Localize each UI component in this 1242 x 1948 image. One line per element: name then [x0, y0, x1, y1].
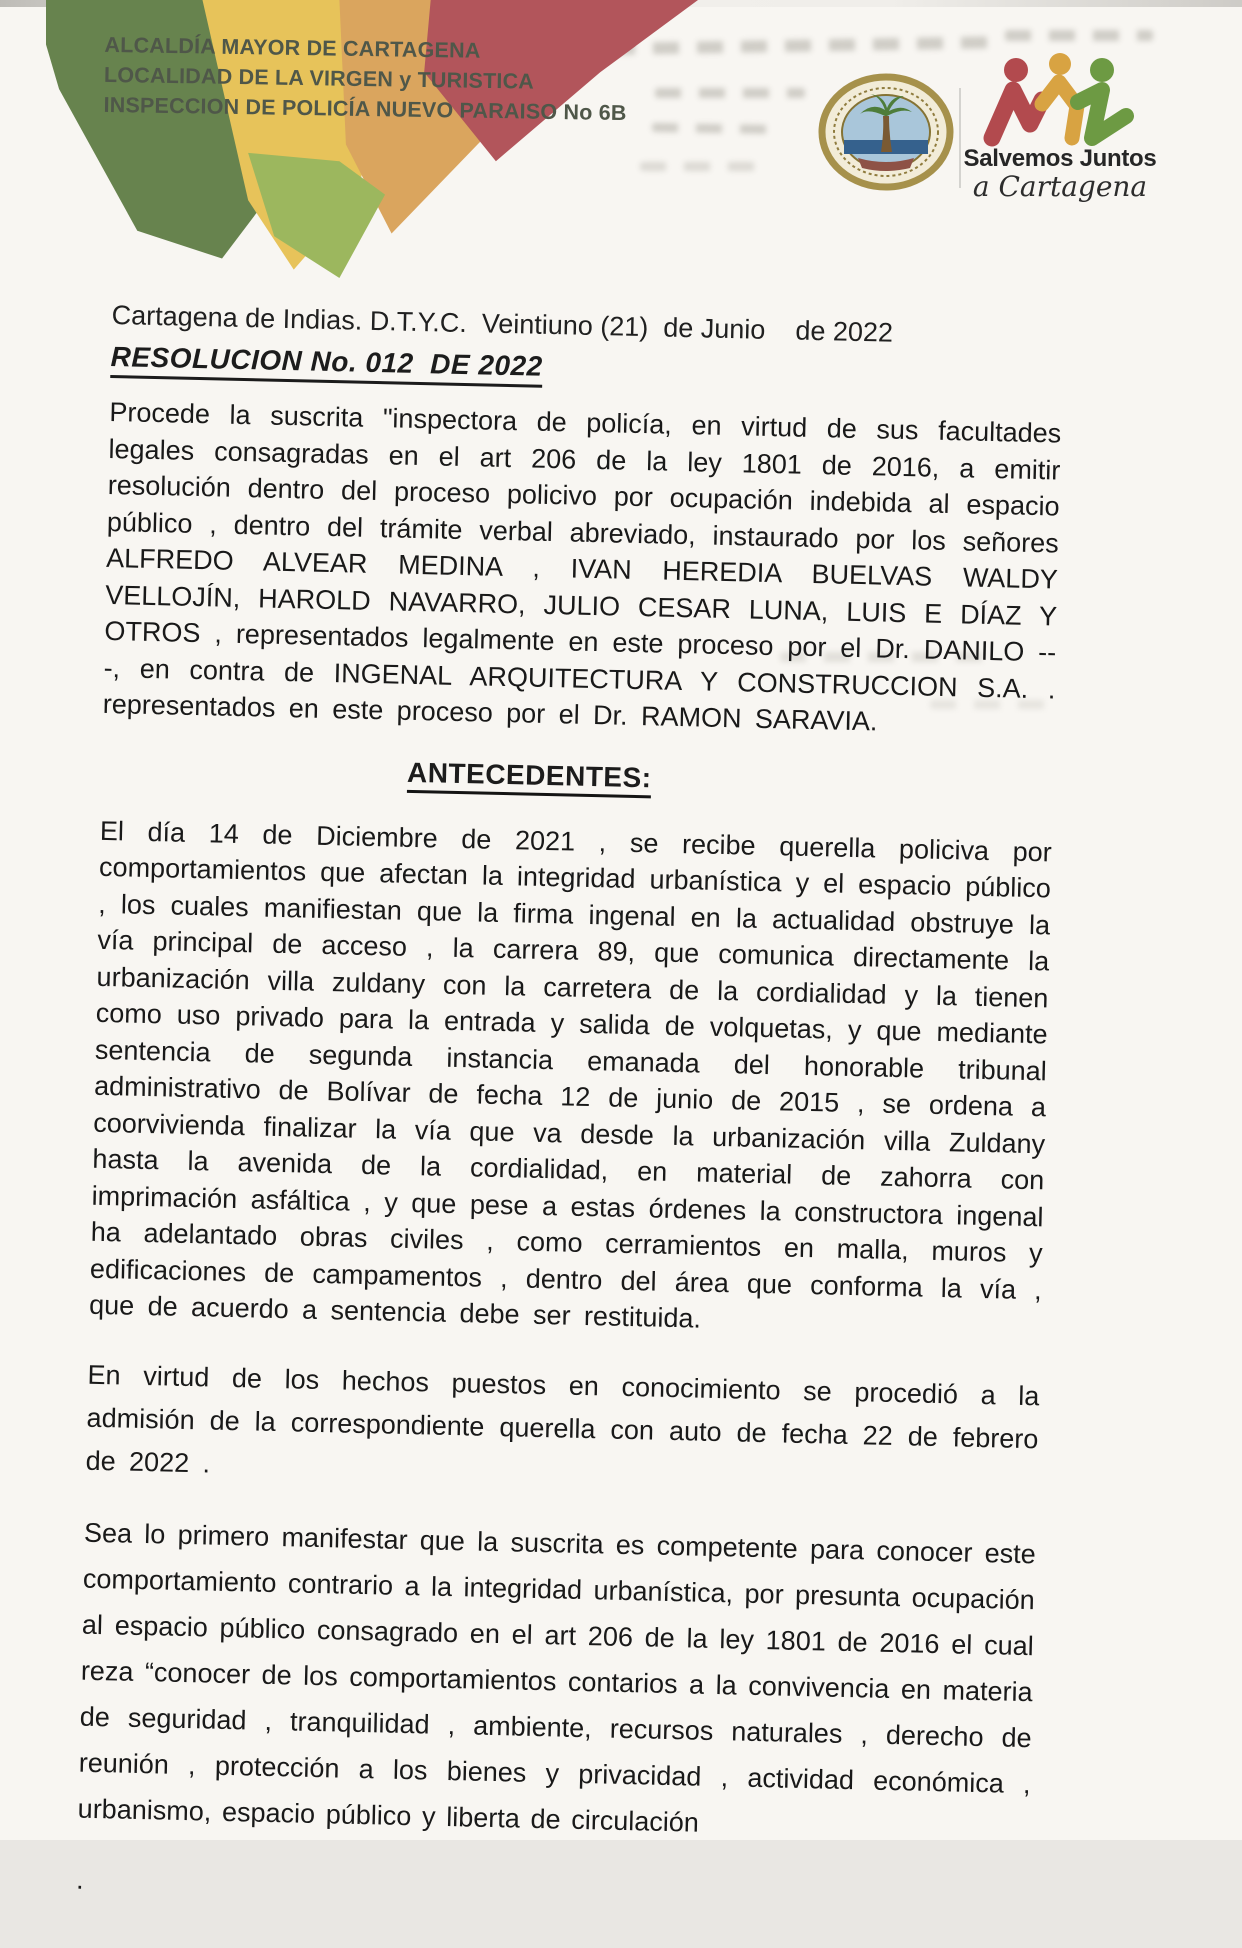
intro-paragraph: Procede la suscrita "inspectora de policía, en virtud de sus facultades legales consagradas en el art 206 de la ley 1801 de 2016, a emitir resolución dentro del proceso policivo por ocupación indebida al espacio público , dentro del trámite verbal abreviado, instaurado por los señores ALFREDO ALVEAR MEDINA , IVAN HEREDIA BUELVAS WALDY VELLOJÍN, HAROLD NAVARRO, JULIO CESAR LUNA, LUIS E DÍAZ Y OTROS , representados legalmente en este proceso por el Dr. DANILO ---, en contra de INGENAL ARQUITECTURA Y CONSTRUCCION S.A. . representados en este proceso por el Dr. RAMON SARAVIA. [102, 396, 1062, 737]
antecedentes-paragraph: El día 14 de Diciembre de 2021 , se recibe querella policiva por comportamientos que afectan la integridad urbanística y el espacio público , los cuales manifiestan que la firma ingenal en la actualidad obstruye la vía principal de acceso , la carrera 89, que comunica directamente la urbanización villa zuldany con la carretera de la cordialidad y la tienen como uso privado para la entrada y salida de volquetas, y que mediante sentencia de segunda instancia emanada del honorable tribunal administrativo de Bolívar de fecha 12 de junio de 2015 , se ordena a coorvivienda finalizar la vía que va desde la urbanización villa Zuldany hasta la avenida de la cordialidad, en material de zahorra con imprimación asfáltica , y que pese a estas órdenes la constructora ingenal ha adelantado obras civiles , como cerramientos en malla, muros y edificaciones de campamentos , dentro del área que conforma la vía , que de acuerdo a sentencia debe ser restituida. [88, 815, 1053, 1334]
agency-line-1: ALCALDÍA MAYOR DE CARTAGENA [104, 32, 481, 63]
competencia-paragraph: Sea lo primero manifestar que la suscrita es competente para conocer este comportamiento contrario a la integridad urbanística, por presunta ocupación al espacio público consagrado en el art 206 de la ley 1801 de 2016 el cual reza “conocer de los comportamientos contarios a la convivencia en materia de seguridad , tranquilidad , ambiente, recursos naturales , derecho de reunión , protección a los bienes y privacidad , actividad económica , urbanismo, espacio público y liberta de circulación [77, 1517, 1037, 1838]
resolution-title: RESOLUCION No. 012 DE 2022 [110, 341, 543, 388]
agency-name-block [103, 30, 627, 128]
header-divider [959, 88, 961, 188]
alcaldia-banner-logo [46, 0, 698, 278]
campaign-slogan-line1: Salvemos Juntos [963, 145, 1157, 172]
agency-line-3: INSPECCION DE POLICÍA NUEVO PARAISO No 6B [103, 92, 627, 126]
campaign-slogan-line2: a Cartagena [972, 170, 1148, 203]
people-figures-icon [980, 54, 1140, 146]
cartagena-seal-icon [818, 74, 954, 190]
admision-paragraph: En virtud de los hechos puestos en conocimiento se procedió a la admisión de la correspondiente querella con auto de fecha 22 de febrero de 2022 . [85, 1359, 1040, 1479]
agency-line-2: LOCALIDAD DE LA VIRGEN y TURISTICA [103, 62, 535, 94]
document-body [75, 300, 1064, 1948]
trailing-period: . [75, 1864, 85, 1895]
bleedthrough-mark [1005, 30, 1153, 41]
document-date-line: Cartagena de Indias. D.T.Y.C. Veintiuno (21) de Junio de 2022 [111, 300, 894, 348]
campaign-logo [962, 54, 1158, 202]
section-heading-antecedentes: ANTECEDENTES: [407, 756, 652, 798]
